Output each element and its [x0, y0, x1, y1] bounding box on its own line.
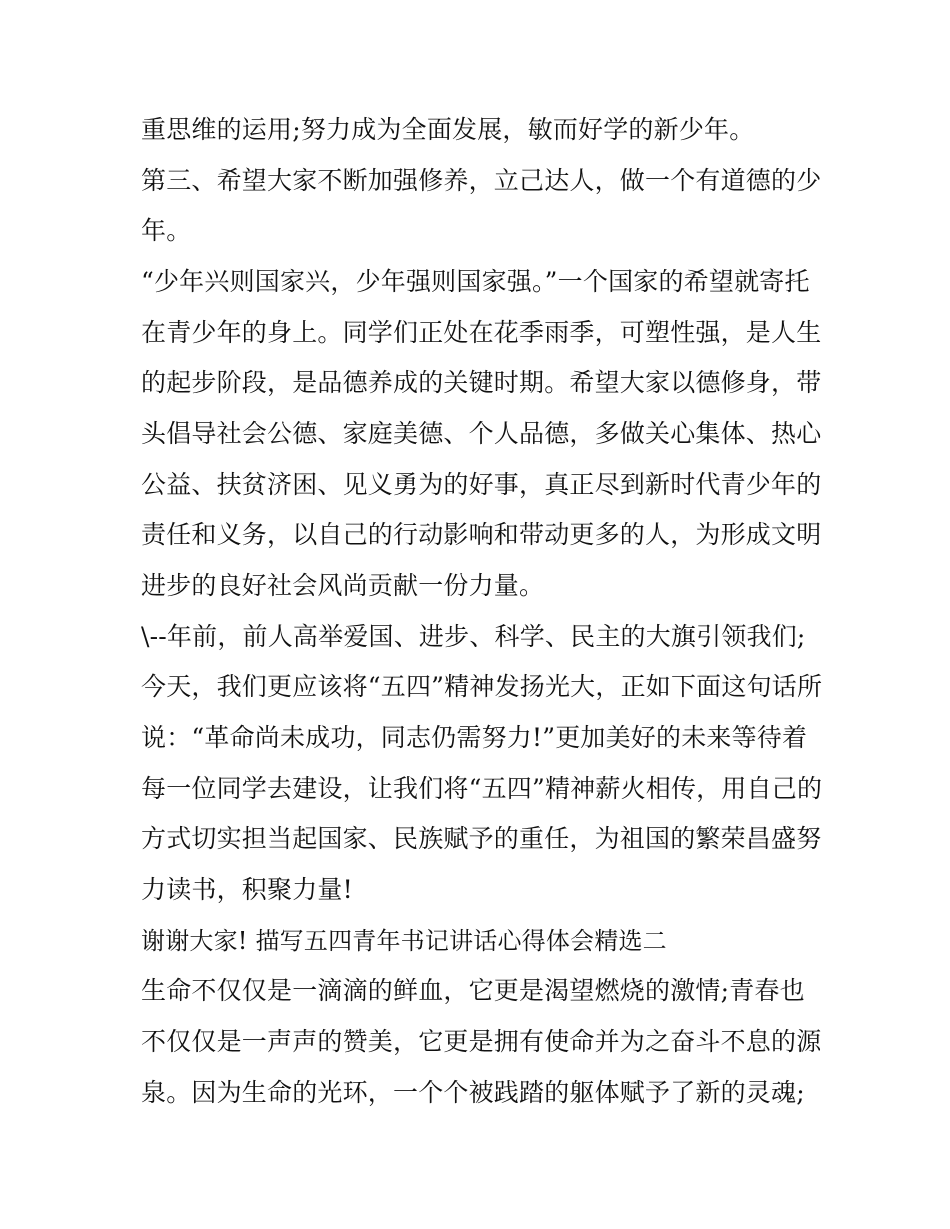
text-line: 泉。因为生命的光环，一个个被践踏的躯体赋予了新的灵魂;	[141, 1078, 805, 1107]
text-line: 今天，我们更应该将“五四”精神发扬光大，正如下面这句话所	[141, 672, 823, 701]
text-line: 在青少年的身上。同学们正处在花季雨季，可塑性强，是人生	[141, 318, 822, 347]
text-line: 不仅仅是一声声的赞美，它更是拥有使命并为之奋斗不息的源	[141, 1027, 822, 1056]
text-line: 每一位同学去建设，让我们将“五四”精神薪火相传，用自己的	[141, 774, 823, 803]
text-line: 方式切实担当起国家、民族赋予的重任，为祖国的繁荣昌盛努	[141, 824, 822, 853]
text-line: 年。	[141, 216, 192, 245]
text-line: 责任和义务，以自己的行动影响和带动更多的人，为形成文明	[141, 520, 822, 549]
text-line: 第三、希望大家不断加强修养，立己达人，做一个有道德的少	[141, 166, 822, 195]
section-heading: 谢谢大家! 描写五四青年书记讲话心得体会精选二	[141, 927, 667, 955]
text-line: \--年前，前人高举爱国、进步、科学、民主的大旗引领我们;	[141, 622, 806, 651]
text-line: 的起步阶段，是品德养成的关键时期。希望大家以德修身，带	[141, 368, 822, 397]
text-line: 力读书，积聚力量!	[141, 875, 353, 904]
text-line: 进步的良好社会风尚贡献一份力量。	[141, 571, 545, 600]
text-line: 生命不仅仅是一滴滴的鲜血，它更是渴望燃烧的激情;青春也	[141, 976, 805, 1005]
text-line: 说：“革命尚未成功，同志仍需努力!”更加美好的未来等待着	[141, 723, 808, 752]
text-line: 重思维的运用;努力成为全面发展，敏而好学的新少年。	[141, 115, 755, 144]
text-line: “少年兴则国家兴，少年强则国家强。”一个国家的希望就寄托	[141, 267, 810, 296]
text-line: 头倡导社会公德、家庭美德、个人品德，多做关心集体、热心	[141, 419, 822, 448]
text-line: 公益、扶贫济困、见义勇为的好事，真正尽到新时代青少年的	[141, 470, 822, 499]
